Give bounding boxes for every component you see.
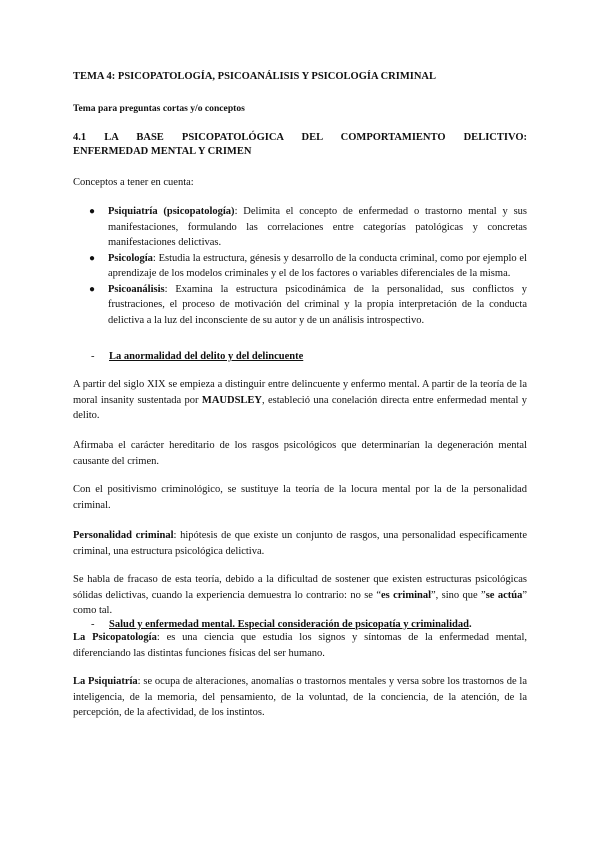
paragraph-bold: La Psicopatología — [73, 632, 157, 643]
subsection-title: La anormalidad del delito y del delincuente — [109, 351, 304, 362]
paragraph-bold: La Psiquiatría — [73, 676, 138, 687]
paragraph-text: Se habla de fracaso de esta teoría, debido a la dificultad de sostener que existen estructuras psicológicas sólidas delictivas, cuando la experiencia demuestra lo contrario: no se “ — [73, 574, 527, 601]
document-subtitle: Tema para preguntas cortas y/o conceptos — [73, 103, 245, 114]
paragraph-bold: Personalidad criminal — [73, 530, 174, 541]
dash-marker: - — [91, 351, 95, 362]
subsection-trail: . — [468, 618, 472, 630]
paragraph-text: A partir del siglo XIX se empieza a distinguir entre delincuente y enfermo mental. A partir de la teoría de la moral insanity sustentada por — [73, 379, 527, 406]
paragraph: Con el positivismo criminológico, se sustituye la teoría de la locura mental por la de la personalidad criminal. — [73, 484, 527, 511]
paragraph-text: : es una ciencia que estudia los signos y síntomas de la enfermedad mental, diferenciando las distintas funciones físicas del ser humano. — [73, 632, 527, 659]
paragraph — [73, 674, 527, 721]
section-heading — [73, 131, 527, 159]
paragraph-bold: es criminal — [380, 589, 432, 601]
paragraph-text: ”, sino que ” — [431, 589, 486, 601]
paragraph — [73, 572, 527, 619]
paragraph-text: , estableció una conelación directa entre enfermedad mental y delito. — [73, 394, 527, 421]
list-item — [73, 204, 527, 251]
list-item — [73, 282, 527, 329]
paragraph-bold: MAUDSLEY — [201, 394, 262, 406]
document-page — [73, 0, 527, 718]
section-heading-line2: ENFERMEDAD MENTAL Y CRIMEN — [73, 146, 252, 157]
paragraph-text: ” como tal. — [73, 589, 527, 616]
bullet-icon: ● — [89, 283, 96, 295]
term: Psiquiatría (psicopatología) — [108, 206, 235, 217]
paragraph-text: : se ocupa de alteraciones, anomalías o trastornos mentales y versa sobre los trastornos de la inteligencia, de la memoria, del pensamiento, de la voluntad, de la conciencia, de la atención, de la percepción, de la afectividad, de los instintos. — [73, 676, 527, 718]
definition: : Estudia la estructura, génesis y desarrollo de la conducta criminal, como por ejemplo el aprendizaje de los modelos criminales y el de los factores o variables diferenciales de la misma. — [108, 252, 527, 279]
definition: : Examina la estructura psicodinámica de la personalidad, sus conflictos y frustraciones, el proceso de motivación del criminal y la propia interpretación de la conducta delictiva a la luz del inconsciente de su autor y de un análisis introspectivo. — [108, 283, 527, 326]
paragraph-bold: se actúa — [485, 589, 523, 601]
dash-marker: - — [91, 618, 95, 630]
list-item — [73, 251, 527, 282]
definition: : Delimita el concepto de enfermedad o trastorno mental y sus manifestaciones, formulando las correlaciones entre categorías patológicas y concretas manifestaciones delictivas. — [108, 206, 527, 248]
section-heading-line1: 4.1 LA BASE PSICOPATOLÓGICA DEL COMPORTAMIENTO DELICTIVO: — [73, 132, 527, 143]
bullet-icon: ● — [89, 252, 96, 264]
term: Psicología — [108, 252, 153, 264]
term: Psicoanálisis — [108, 283, 165, 295]
paragraph-text: : hipótesis de que existe un conjunto de rasgos, una personalidad específicamente criminal, una estructura psicológica delictiva. — [73, 530, 527, 557]
subsection-title: Salud y enfermedad mental. Especial consideración de psicopatía y criminalidad — [109, 618, 469, 630]
concepts-intro: Conceptos a tener en cuenta: — [73, 177, 194, 188]
bullet-icon: ● — [89, 206, 96, 217]
paragraph — [73, 377, 527, 424]
subsection-heading — [73, 349, 545, 365]
concepts-list — [73, 204, 527, 328]
document-title: TEMA 4: PSICOPATOLOGÍA, PSICOANÁLISIS Y PSICOLOGÍA CRIMINAL — [73, 71, 436, 82]
paragraph — [73, 528, 527, 559]
paragraph: Afirmaba el carácter hereditario de los rasgos psicológicos que determinarían la degeneración mental causante del crimen. — [73, 440, 527, 467]
paragraph — [73, 630, 527, 661]
